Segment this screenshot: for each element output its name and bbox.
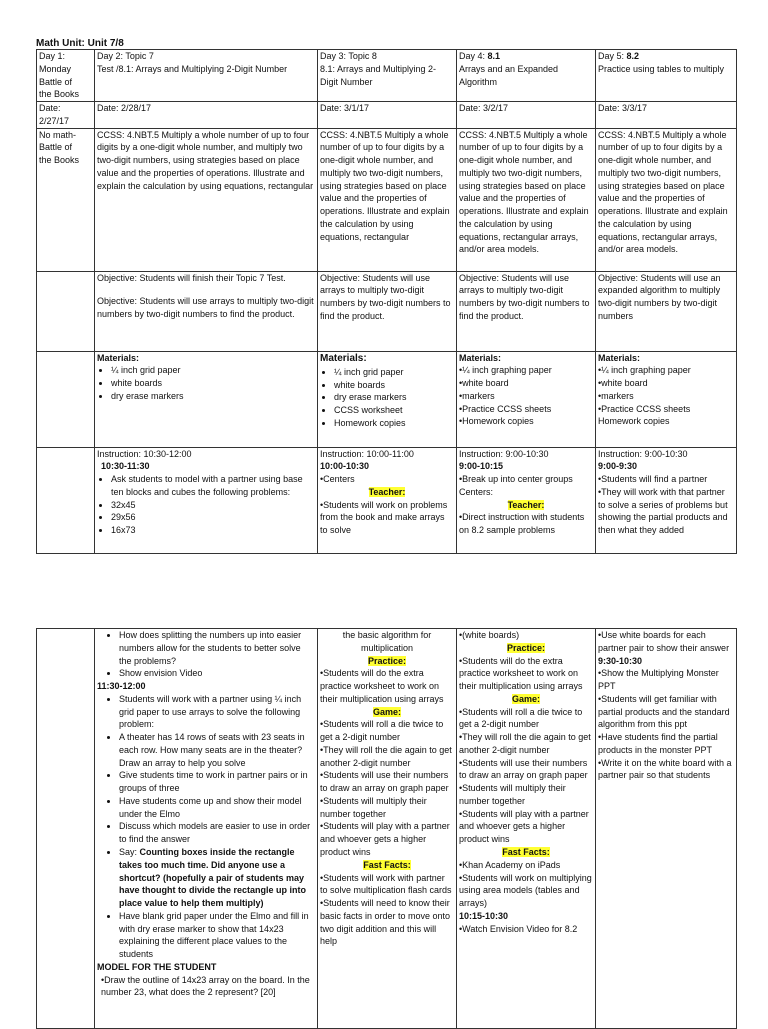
objective-5: Objective: Students will use an expanded algorithm to multiply two-digit numbers by two-digit numbers (598, 272, 721, 321)
cont-item: • Students will work on multiplying using area models (tables and arrays) (459, 872, 593, 910)
instruction-item: • Centers (320, 473, 454, 486)
objective-3: Objective: Students will use arrays to multiply two-digit numbers by two-digit numbers to find the product. (320, 272, 451, 321)
instruction-item: • 16x73 (111, 524, 315, 537)
materials-5-cell (596, 351, 737, 447)
instruction-item: • Direct instruction with students on 8.2 sample problems (459, 511, 593, 537)
instruction-3-time: 10:00-10:30 (320, 461, 370, 472)
ccss-2: CCSS: 4.NBT.5 Multiply a whole number of up to four digits by a one-digit whole number, and multiply two two-digit numbers, using strategies based on place value and the properties of operations. Illustrate and explain the calculation by using equations, rectangular (97, 129, 314, 191)
fast-facts-label: Fast Facts: (363, 859, 411, 870)
materials-3-cell (318, 351, 457, 447)
day-5-pre: Day 5: (598, 51, 627, 61)
cont-5-cell (596, 629, 737, 1029)
cont-2-time: 11:30-12:00 (97, 681, 146, 692)
materials-4-cell (457, 351, 596, 447)
cont-item: • Students will work with partner to solve multiplication flash cards (320, 872, 454, 898)
instruction-item: • Break up into center groups (459, 473, 593, 486)
day-4-cell (457, 50, 596, 102)
material-item: • dry erase markers (111, 390, 315, 403)
date-3: Date: 3/1/17 (320, 103, 370, 114)
cont-item: • Draw the outline of 14x23 array on the board. In the number 23, what does the 2 represent? [20] (101, 974, 315, 1000)
day-4-num: 8.1 (487, 51, 501, 61)
objective-1-cell (37, 271, 95, 351)
cont-item: • Show envision Video (119, 667, 315, 680)
instruction-5-head: Instruction: 9:00-10:30 (598, 448, 688, 459)
instruction-2-cell (95, 447, 318, 553)
say-prefix: Say: (119, 847, 140, 858)
date-3-cell (318, 102, 457, 129)
cont-item: • (white boards) (459, 629, 593, 642)
materials-1-cell (37, 351, 95, 447)
cont-item: • Students will need to know their basic facts in order to move onto two digit addition and this will help (320, 897, 454, 948)
materials-3-label: Materials: (320, 352, 367, 364)
ccss-3: CCSS: 4.NBT.5 Multiply a whole number of up to four digits by a one-digit whole number, and multiply two two-digit numbers, using strategies based on place value and the properties of operations. Illustrate and explain the calculation by using equations, rectangular (320, 129, 450, 242)
material-item: • CCSS worksheet (334, 404, 454, 417)
cont-item: • Students will work with a partner using ¼ inch grid paper to use arrays to solve the following problem: (119, 693, 315, 731)
date-4-cell (457, 102, 596, 129)
cont-item: • A theater has 14 rows of seats with 23 seats in each row. How many seats are in the theater? Draw an array to help you solve (119, 731, 315, 769)
cont-item: • Students will get familiar with partial products and the standard algorithm from this ppt (598, 693, 734, 731)
teacher-label: Teacher: (507, 499, 545, 510)
instruction-row (37, 447, 737, 553)
cont-1-cell (37, 629, 95, 1029)
say-text: Counting boxes inside the rectangle takes too much time. Did anyone use a shortcut? (hopefully a pair of students may have thought to divide the rectangle up into place value to help them multiply) (119, 847, 307, 909)
date-4: Date: 3/2/17 (459, 103, 509, 114)
cont-item: • Students will roll a die twice to get a 2-digit number (459, 706, 593, 732)
ccss-row (37, 128, 737, 271)
cont-item: • How does splitting the numbers up into easier numbers allow for the students to better solve the problems? (119, 629, 315, 667)
cont-item: • Show the Multiplying Monster PPT (598, 667, 734, 693)
material-homework: Homework copies (598, 416, 670, 427)
cont-4-time: 10:15-10:30 (459, 910, 509, 921)
ccss-4-cell (457, 128, 596, 271)
material-item: • markers (459, 390, 593, 403)
ccss-1-cell (37, 128, 95, 271)
cont-item: • Students will use their numbers to draw an array on graph paper (320, 769, 454, 795)
teacher-label: Teacher: (368, 486, 406, 497)
lesson-plan-table (36, 49, 737, 554)
instruction-item: • 32x45 (111, 499, 315, 512)
ccss-5-cell (596, 128, 737, 271)
day-3-label: Day 3: Topic 8 8.1: Arrays and Multiplying 2-Digit Number (320, 51, 437, 87)
objective-4: Objective: Students will use arrays to multiply two-digit numbers by two-digit numbers to find the product. (459, 272, 590, 321)
instruction-5-cell (596, 447, 737, 553)
materials-4-label: Materials: (459, 352, 502, 363)
date-2-cell (95, 102, 318, 129)
no-math-note: No math- Battle of the Books (39, 129, 80, 166)
instruction-5-time: 9:00-9:30 (598, 461, 638, 472)
objective-5-cell (596, 271, 737, 351)
cont-item: • They will roll the die again to get another 2-digit number (320, 744, 454, 770)
cont-item: • Have students come up and show their model under the Elmo (119, 795, 315, 821)
material-item: • ¼ inch graphing paper (459, 364, 593, 377)
ccss-3-cell (318, 128, 457, 271)
instruction-4-head: Instruction: 9:00-10:30 (459, 448, 549, 459)
day-3-cell (318, 50, 457, 102)
day-2-cell (95, 50, 318, 102)
cont-item: • Students will do the extra practice worksheet to work on their multiplication using arrays (459, 655, 593, 693)
cont-5-time: 9:30-10:30 (598, 655, 643, 666)
material-item: • white boards (334, 379, 454, 392)
cont-2-cell (95, 629, 318, 1029)
material-item: • ¼ inch grid paper (111, 364, 315, 377)
cont-3-cell (318, 629, 457, 1029)
material-item: • Homework copies (459, 415, 593, 428)
material-item: • Homework copies (334, 417, 454, 430)
day-1-cell (37, 50, 95, 102)
material-item: • white boards (111, 377, 315, 390)
cont-item: • They will roll the die again to get another 2-digit number (459, 731, 593, 757)
instruction-2-head: Instruction: 10:30-12:00 (97, 448, 192, 459)
cont-item: • Students will use their numbers to draw an array on graph paper (459, 757, 593, 783)
day-5-cell (596, 50, 737, 102)
game-label: Game: (372, 706, 401, 717)
cont-4-cell (457, 629, 596, 1029)
day-1-label: Day 1: Monday Battle of the Books (39, 51, 80, 100)
instruction-item: • Students will work on problems from the book and make arrays to solve (320, 499, 454, 537)
material-item: • white board (459, 377, 593, 390)
objective-2a: Objective: Students will finish their Topic 7 Test. (97, 272, 286, 283)
ccss-4: CCSS: 4.NBT.5 Multiply a whole number of up to four digits by a one-digit whole number, and multiply two two-digit numbers, using strategies based on place value and the properties of operations. Illustrate and explain the calculation by using equations, rectangular arrays, and/or area models. (459, 129, 589, 255)
objective-4-cell (457, 271, 596, 351)
instruction-item: • They will work with that partner to solve a series of problems but showing the partial products and then what they added (598, 486, 734, 537)
cont-item: • Discuss which models are easier to use in order to find the answer (119, 820, 315, 846)
material-item: • dry erase markers (334, 391, 454, 404)
day-row (37, 50, 737, 102)
cont-item: • Students will multiply their number together (320, 795, 454, 821)
cont-item: • Students will play with a partner and whoever gets a higher product wins (459, 808, 593, 846)
ccss-5: CCSS: 4.NBT.5 Multiply a whole number of up to four digits by a one-digit whole number, and multiply two two-digit numbers, using strategies based on place value and the properties of operations. Illustrate and explain the calculation by using equations, rectangular arrays, and/or area models. (598, 129, 728, 255)
date-row (37, 102, 737, 129)
day-5-post: Practice using tables to multiply (598, 63, 725, 74)
day-2-label: Day 2: Topic 7 Test /8.1: Arrays and Multiplying 2-Digit Number (97, 51, 288, 74)
instruction-item: • Ask students to model with a partner using base ten blocks and cubes the following problems: (111, 473, 315, 499)
centers-label: Centers: (459, 486, 494, 497)
model-heading: MODEL FOR THE STUDENT (97, 961, 217, 972)
instruction-3-cell (318, 447, 457, 553)
date-1: Date: 2/27/17 (39, 103, 70, 126)
fast-facts-label: Fast Facts: (502, 847, 550, 858)
material-item: • markers (598, 390, 734, 403)
cont-item: • Give students time to work in partner pairs or in groups of three (119, 769, 315, 795)
material-item: • Practice CCSS sheets (459, 403, 593, 416)
ccss-2-cell (95, 128, 318, 271)
instruction-1-cell (37, 447, 95, 553)
materials-row (37, 351, 737, 447)
instruction-4-cell (457, 447, 596, 553)
objective-2b: Objective: Students will use arrays to multiply two-digit numbers by two-digit numbers to find the product. (97, 296, 314, 320)
instruction-item: • 29x56 (111, 511, 315, 524)
instruction-item: • Students will find a partner (598, 473, 734, 486)
cont-item: • Watch Envision Video for 8.2 (459, 923, 593, 936)
lesson-plan-table-continued (36, 628, 737, 1029)
cont-item: • Students will do the extra practice worksheet to work on their multiplication using arrays (320, 667, 454, 705)
cont-item: • Have blank grid paper under the Elmo and fill in with dry erase marker to show that 14x23 explaining the different place values to the students (119, 910, 315, 961)
practice-label: Practice: (367, 655, 407, 666)
cont-item: • Students will play with a partner and whoever gets a higher product wins (320, 820, 454, 858)
cont-item: • Have students find the partial products in the monster PPT (598, 731, 734, 757)
continued-row (37, 629, 737, 1029)
cont-item (119, 846, 315, 910)
day-4-post: Arrays and an Expanded Algorithm (459, 63, 559, 87)
cont-item: • Students will multiply their number together (459, 782, 593, 808)
cont-item: • Write it on the white board with a partner pair so that students (598, 757, 734, 783)
date-1-cell (37, 102, 95, 129)
date-5: Date: 3/3/17 (598, 103, 648, 114)
objective-row (37, 271, 737, 351)
day-4-pre: Day 4: (459, 51, 488, 61)
objective-3-cell (318, 271, 457, 351)
materials-5-label: Materials: (598, 352, 641, 363)
material-item: • ¼ inch graphing paper (598, 364, 734, 377)
material-item: • ¼ inch grid paper (334, 366, 454, 379)
game-label: Game: (511, 693, 540, 704)
cont-item: • Students will roll a die twice to get a 2-digit number (320, 718, 454, 744)
materials-2-label: Materials: (97, 352, 140, 363)
material-item: • Practice CCSS sheets (598, 403, 734, 416)
date-2: Date: 2/28/17 (97, 103, 152, 114)
cont-item: • Khan Academy on iPads (459, 859, 593, 872)
instruction-3-head: Instruction: 10:00-11:00 (320, 448, 414, 459)
cont-item: • Use white boards for each partner pair to show their answer (598, 629, 734, 655)
page-title: Math Unit: Unit 7/8 (36, 38, 124, 49)
objective-2-cell (95, 271, 318, 351)
material-item: • white board (598, 377, 734, 390)
practice-label: Practice: (506, 642, 546, 653)
instruction-4-time: 9:00-10:15 (459, 461, 504, 472)
day-5-num: 8.2 (626, 51, 640, 61)
materials-2-cell (95, 351, 318, 447)
cont-3-top: the basic algorithm for multiplication (342, 630, 432, 653)
instruction-2-time: 10:30-11:30 (101, 461, 150, 472)
date-5-cell (596, 102, 737, 129)
